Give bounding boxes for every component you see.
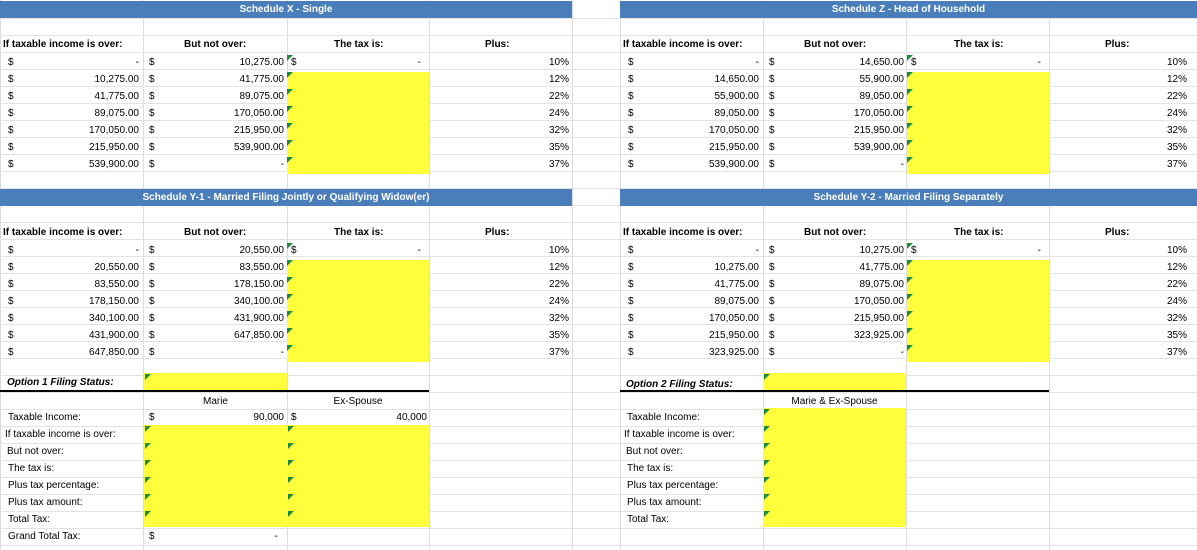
dollar-sign: $ — [8, 142, 14, 153]
rate-value: 22% — [548, 279, 569, 290]
dollar-sign: $ — [8, 347, 14, 358]
dollar-sign: $ — [628, 330, 634, 341]
grand-total-value: - — [274, 531, 278, 542]
rate-value: 10% — [1166, 245, 1187, 256]
dollar-sign: $ — [8, 296, 14, 307]
dollar-sign: $ — [149, 245, 155, 256]
bracket-over-value: 431,900.00 — [88, 330, 139, 341]
dollar-sign: $ — [769, 313, 775, 324]
comment-indicator — [145, 426, 151, 432]
tax-is-label: The tax is: — [627, 463, 674, 474]
rate-value: 32% — [1166, 313, 1187, 324]
comment-indicator — [764, 477, 770, 483]
dollar-sign: $ — [149, 159, 155, 170]
rate-value: 22% — [1166, 91, 1187, 102]
header-not-over: But not over: — [804, 227, 867, 238]
bracket-over-value: - — [135, 245, 139, 256]
tax-input-area[interactable] — [907, 260, 1049, 362]
grid-line — [0, 52, 1197, 53]
comment-indicator — [907, 345, 913, 351]
bracket-not-over-value: 170,050.00 — [853, 296, 904, 307]
dollar-sign: $ — [628, 108, 634, 119]
bracket-not-over-value: 41,775.00 — [859, 262, 904, 273]
dollar-sign: $ — [769, 279, 775, 290]
header-plus: Plus: — [1105, 39, 1130, 50]
tax-base-value: - — [1037, 245, 1041, 256]
bracket-not-over-value: 14,650.00 — [859, 57, 904, 68]
bracket-not-over-value: 83,550.00 — [239, 262, 284, 273]
bracket-over-value: 323,925.00 — [708, 347, 759, 358]
bracket-over-value: 170,050.00 — [708, 313, 759, 324]
dollar-sign: $ — [149, 347, 155, 358]
bracket-over-value: 539,900.00 — [708, 159, 759, 170]
option1-status-input[interactable] — [144, 373, 287, 391]
plus-amt-label: Plus tax amount: — [627, 497, 702, 508]
comment-indicator — [907, 243, 913, 249]
comment-indicator — [287, 72, 293, 78]
bracket-over-value: 55,900.00 — [714, 91, 759, 102]
bracket-not-over-value: - — [900, 347, 904, 358]
header-plus: Plus: — [1105, 227, 1130, 238]
not-over-label: But not over: — [626, 446, 683, 457]
bracket-over-value: 539,900.00 — [88, 159, 139, 170]
bracket-over-value: 170,050.00 — [708, 125, 759, 136]
bracket-not-over-value: 41,775.00 — [239, 74, 284, 85]
dollar-sign: $ — [628, 125, 634, 136]
dollar-sign: $ — [769, 262, 775, 273]
grid-line — [0, 545, 1197, 546]
grid-line — [0, 239, 1197, 240]
bracket-not-over-value: 170,050.00 — [853, 108, 904, 119]
grid-line — [572, 0, 573, 550]
rate-value: 32% — [548, 125, 569, 136]
dollar-sign: $ — [149, 262, 155, 273]
plus-pct-label: Plus tax percentage: — [627, 480, 719, 491]
comment-indicator — [287, 260, 293, 266]
comment-indicator — [907, 311, 913, 317]
tax-base-value: - — [417, 57, 421, 68]
bracket-over-value: 83,550.00 — [94, 279, 139, 290]
bracket-not-over-value: 340,100.00 — [233, 296, 284, 307]
header-tax-is: The tax is: — [334, 227, 384, 238]
header-not-over: But not over: — [804, 39, 867, 50]
dollar-sign: $ — [8, 262, 14, 273]
schedule-z-title: Schedule Z - Head of Household — [620, 1, 1197, 18]
rate-value: 22% — [1166, 279, 1187, 290]
taxable-income-label: Taxable Income: — [8, 412, 81, 423]
header-if-over: If taxable income is over: — [623, 39, 743, 50]
bracket-over-value: - — [755, 245, 759, 256]
bracket-not-over-value: 89,050.00 — [859, 91, 904, 102]
comment-indicator — [288, 477, 294, 483]
bracket-over-value: 647,850.00 — [88, 347, 139, 358]
rate-value: 35% — [548, 330, 569, 341]
bracket-over-value: 14,650.00 — [714, 74, 759, 85]
comment-indicator — [907, 89, 913, 95]
comment-indicator — [907, 140, 913, 146]
comment-indicator — [145, 460, 151, 466]
total-tax-label: Total Tax: — [627, 514, 670, 525]
rate-value: 12% — [1166, 74, 1187, 85]
bracket-over-value: 89,075.00 — [714, 296, 759, 307]
plus-pct-label: Plus tax percentage: — [8, 480, 100, 491]
dollar-sign: $ — [769, 142, 775, 153]
dollar-sign: $ — [769, 91, 775, 102]
dollar-sign: $ — [8, 91, 14, 102]
comment-indicator — [907, 294, 913, 300]
option2-person: Marie & Ex-Spouse — [791, 396, 878, 407]
plus-amt-label: Plus tax amount: — [8, 497, 83, 508]
dollar-sign: $ — [149, 313, 155, 324]
dollar-sign: $ — [628, 91, 634, 102]
comment-indicator — [907, 157, 913, 163]
rate-value: 10% — [548, 57, 569, 68]
comment-indicator — [907, 106, 913, 112]
rate-value: 22% — [548, 91, 569, 102]
comment-indicator — [287, 311, 293, 317]
dollar-sign: $ — [628, 296, 634, 307]
comment-indicator — [288, 460, 294, 466]
rate-value: 24% — [548, 296, 569, 307]
dollar-sign: $ — [628, 159, 634, 170]
option2-status-input[interactable] — [763, 373, 906, 391]
bracket-not-over-value: 215,950.00 — [233, 125, 284, 136]
grand-total-label: Grand Total Tax: — [8, 531, 81, 542]
rate-value: 24% — [1166, 296, 1187, 307]
bracket-not-over-value: - — [900, 159, 904, 170]
dollar-sign: $ — [769, 347, 775, 358]
comment-indicator — [907, 328, 913, 334]
comment-indicator — [907, 123, 913, 129]
dollar-sign: $ — [628, 279, 634, 290]
option1-person2: Ex-Spouse — [333, 396, 383, 407]
bracket-not-over-value: 55,900.00 — [859, 74, 904, 85]
bracket-over-value: 340,100.00 — [88, 313, 139, 324]
tax-input-area[interactable] — [287, 260, 429, 362]
rate-value: 35% — [1166, 330, 1187, 341]
bracket-over-value: 178,150.00 — [88, 296, 139, 307]
comment-indicator — [287, 345, 293, 351]
bracket-not-over-value: 215,950.00 — [853, 125, 904, 136]
dollar-sign: $ — [8, 125, 14, 136]
comment-indicator — [764, 494, 770, 500]
marie-taxable-income[interactable]: 90,000 — [253, 412, 284, 423]
rate-value: 37% — [1166, 159, 1187, 170]
bracket-not-over-value: 178,150.00 — [233, 279, 284, 290]
dollar-sign: $ — [769, 296, 775, 307]
header-not-over: But not over: — [184, 227, 247, 238]
dollar-sign: $ — [8, 159, 14, 170]
dollar-sign: $ — [8, 279, 14, 290]
dollar-sign: $ — [149, 279, 155, 290]
header-if-over: If taxable income is over: — [3, 39, 123, 50]
bracket-not-over-value: - — [280, 347, 284, 358]
comment-indicator — [907, 277, 913, 283]
grid-line — [0, 222, 1197, 223]
comment-indicator — [145, 494, 151, 500]
tax-input-area[interactable] — [287, 72, 429, 174]
dollar-sign: $ — [911, 57, 917, 68]
dollar-sign: $ — [8, 245, 14, 256]
comment-indicator — [287, 55, 293, 61]
rate-value: 35% — [548, 142, 569, 153]
option1-marie-inputs[interactable] — [144, 425, 287, 527]
comment-indicator — [288, 426, 294, 432]
bracket-over-value: 89,050.00 — [714, 108, 759, 119]
dollar-sign: $ — [628, 74, 634, 85]
dollar-sign: $ — [149, 296, 155, 307]
dollar-sign: $ — [8, 313, 14, 324]
dollar-sign: $ — [8, 108, 14, 119]
grid-line — [0, 18, 1197, 19]
header-plus: Plus: — [485, 39, 510, 50]
bracket-over-value: 170,050.00 — [88, 125, 139, 136]
rate-value: 37% — [1166, 347, 1187, 358]
bracket-over-value: - — [135, 57, 139, 68]
dollar-sign: $ — [291, 412, 297, 423]
comment-indicator — [287, 277, 293, 283]
dollar-sign: $ — [628, 262, 634, 273]
option2-underline — [620, 390, 1049, 392]
comment-indicator — [287, 328, 293, 334]
dollar-sign: $ — [628, 142, 634, 153]
bracket-over-value: 10,275.00 — [714, 262, 759, 273]
option1-ex-spouse-inputs[interactable] — [287, 425, 429, 527]
dollar-sign: $ — [149, 412, 155, 423]
comment-indicator — [764, 511, 770, 517]
schedule-y2-title: Schedule Y-2 - Married Filing Separately — [620, 189, 1197, 206]
rate-value: 24% — [548, 108, 569, 119]
comment-indicator — [145, 477, 151, 483]
dollar-sign: $ — [149, 91, 155, 102]
dollar-sign: $ — [769, 245, 775, 256]
tax-is-label: The tax is: — [8, 463, 55, 474]
comment-indicator — [907, 72, 913, 78]
grid-line — [1049, 0, 1050, 550]
dollar-sign: $ — [628, 245, 634, 256]
header-tax-is: The tax is: — [954, 39, 1004, 50]
header-not-over: But not over: — [184, 39, 247, 50]
comment-indicator — [288, 511, 294, 517]
option1-underline — [0, 390, 429, 392]
total-tax-label: Total Tax: — [8, 514, 51, 525]
bracket-over-value: 215,950.00 — [88, 142, 139, 153]
dollar-sign: $ — [628, 313, 634, 324]
bracket-not-over-value: 323,925.00 — [853, 330, 904, 341]
rate-value: 32% — [1166, 125, 1187, 136]
comment-indicator — [287, 157, 293, 163]
bracket-over-value: 215,950.00 — [708, 330, 759, 341]
dollar-sign: $ — [911, 245, 917, 256]
comment-indicator — [287, 106, 293, 112]
bracket-not-over-value: 20,550.00 — [239, 245, 284, 256]
bracket-not-over-value: - — [280, 159, 284, 170]
grid-line — [0, 35, 1197, 36]
schedule-y1-title: Schedule Y-1 - Married Filing Jointly or Qualifying Widow(er) — [0, 189, 572, 206]
rate-value: 12% — [548, 74, 569, 85]
dollar-sign: $ — [769, 159, 775, 170]
bracket-over-value: 41,775.00 — [714, 279, 759, 290]
bracket-over-value: 89,075.00 — [94, 108, 139, 119]
dollar-sign: $ — [149, 142, 155, 153]
comment-indicator — [145, 443, 151, 449]
comment-indicator — [287, 243, 293, 249]
option2-label: Option 2 Filing Status: — [626, 379, 733, 390]
bracket-not-over-value: 10,275.00 — [859, 245, 904, 256]
bracket-not-over-value: 170,050.00 — [233, 108, 284, 119]
bracket-not-over-value: 215,950.00 — [853, 313, 904, 324]
rate-value: 10% — [1166, 57, 1187, 68]
header-tax-is: The tax is: — [954, 227, 1004, 238]
grid-line — [429, 0, 430, 550]
comment-indicator — [907, 55, 913, 61]
rate-value: 37% — [548, 347, 569, 358]
bracket-not-over-value: 647,850.00 — [233, 330, 284, 341]
dollar-sign: $ — [8, 57, 14, 68]
comment-indicator — [764, 409, 770, 415]
not-over-label: But not over: — [7, 446, 64, 457]
comment-indicator — [764, 374, 770, 380]
tax-base-value: - — [417, 245, 421, 256]
rate-value: 24% — [1166, 108, 1187, 119]
dollar-sign: $ — [149, 531, 155, 542]
dollar-sign: $ — [149, 74, 155, 85]
bracket-not-over-value: 89,075.00 — [239, 91, 284, 102]
bracket-over-value: 215,950.00 — [708, 142, 759, 153]
bracket-not-over-value: 539,900.00 — [233, 142, 284, 153]
comment-indicator — [145, 374, 151, 380]
comment-indicator — [287, 123, 293, 129]
bracket-over-value: - — [755, 57, 759, 68]
comment-indicator — [288, 494, 294, 500]
dollar-sign: $ — [769, 330, 775, 341]
rate-value: 35% — [1166, 142, 1187, 153]
header-if-over: If taxable income is over: — [623, 227, 743, 238]
bracket-over-value: 41,775.00 — [94, 91, 139, 102]
rate-value: 10% — [548, 245, 569, 256]
dollar-sign: $ — [769, 74, 775, 85]
taxable-income-label: Taxable Income: — [627, 412, 700, 423]
schedule-x-title: Schedule X - Single — [0, 1, 572, 18]
option1-person1: Marie — [202, 396, 228, 407]
grid-line — [0, 392, 1197, 393]
dollar-sign: $ — [769, 57, 775, 68]
bracket-not-over-value: 10,275.00 — [239, 57, 284, 68]
comment-indicator — [288, 443, 294, 449]
dollar-sign: $ — [628, 57, 634, 68]
over-label: If taxable income is over: — [624, 429, 735, 440]
tax-input-area[interactable] — [907, 72, 1049, 174]
header-tax-is: The tax is: — [334, 39, 384, 50]
rate-value: 12% — [1166, 262, 1187, 273]
bracket-not-over-value: 89,075.00 — [859, 279, 904, 290]
dollar-sign: $ — [149, 330, 155, 341]
dollar-sign: $ — [149, 125, 155, 136]
dollar-sign: $ — [769, 108, 775, 119]
dollar-sign: $ — [291, 57, 297, 68]
rate-value: 37% — [548, 159, 569, 170]
header-if-over: If taxable income is over: — [3, 227, 123, 238]
comment-indicator — [145, 511, 151, 517]
option1-label: Option 1 Filing Status: — [7, 377, 114, 388]
dollar-sign: $ — [769, 125, 775, 136]
comment-indicator — [287, 294, 293, 300]
dollar-sign: $ — [291, 245, 297, 256]
tax-base-value: - — [1037, 57, 1041, 68]
comment-indicator — [287, 89, 293, 95]
option2-inputs[interactable] — [763, 408, 906, 527]
ex-spouse-taxable-income[interactable]: 40,000 — [396, 412, 427, 423]
dollar-sign: $ — [149, 108, 155, 119]
dollar-sign: $ — [8, 330, 14, 341]
bracket-over-value: 20,550.00 — [94, 262, 139, 273]
dollar-sign: $ — [149, 57, 155, 68]
header-plus: Plus: — [485, 227, 510, 238]
comment-indicator — [287, 140, 293, 146]
bracket-over-value: 10,275.00 — [94, 74, 139, 85]
bracket-not-over-value: 539,900.00 — [853, 142, 904, 153]
comment-indicator — [764, 426, 770, 432]
rate-value: 32% — [548, 313, 569, 324]
rate-value: 12% — [548, 262, 569, 273]
bracket-not-over-value: 431,900.00 — [233, 313, 284, 324]
comment-indicator — [764, 443, 770, 449]
over-label: If taxable income is over: — [5, 429, 116, 440]
dollar-sign: $ — [628, 347, 634, 358]
dollar-sign: $ — [8, 74, 14, 85]
comment-indicator — [764, 460, 770, 466]
comment-indicator — [907, 260, 913, 266]
